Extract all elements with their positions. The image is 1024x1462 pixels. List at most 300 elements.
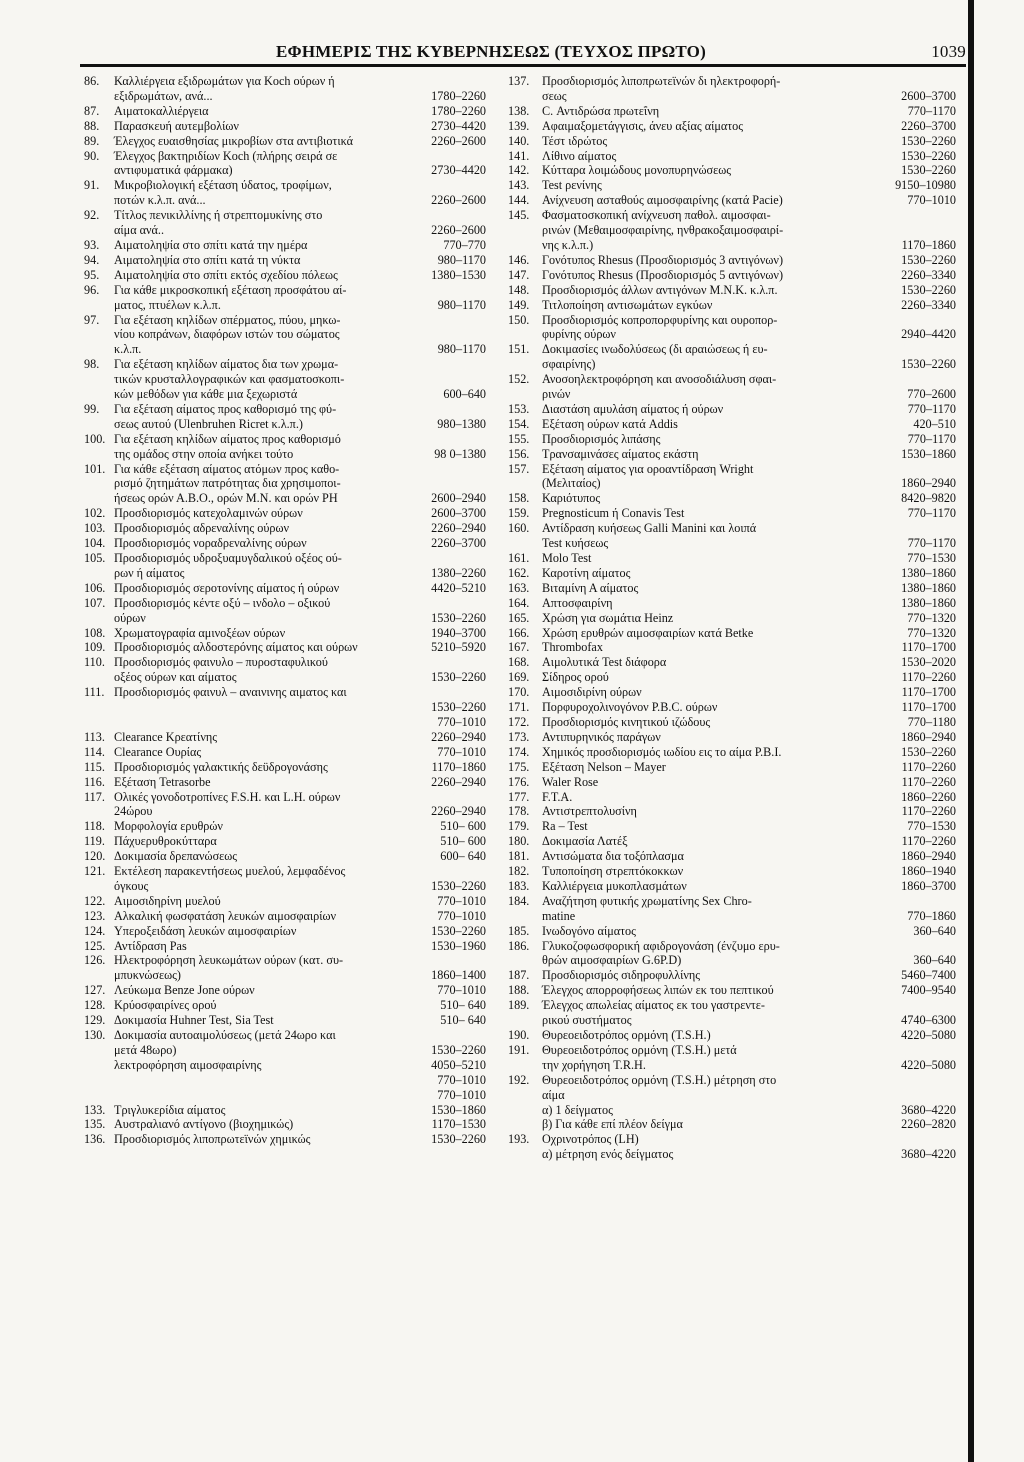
fee-range: 980–1170 (437, 342, 486, 357)
fee-row (84, 596, 486, 611)
item-description: σεως αυτού (Ulenbruhen Ricret κ.λ.π.) (114, 416, 303, 431)
item-number: 151. (508, 342, 530, 357)
fee-row (508, 521, 956, 536)
fee-range: 1860–1400 (431, 968, 486, 983)
item-number: 95. (84, 267, 100, 282)
fee-row (84, 208, 486, 223)
fee-range: 9150–10980 (895, 178, 956, 193)
fee-range: 1380–1530 (431, 267, 486, 282)
page-header (80, 36, 976, 64)
item-description: Διαστάση αμυλάση αίματος ή ούρων (542, 401, 724, 416)
item-description: Αιματοκαλλιέργεια (114, 103, 209, 118)
item-description: Πορφυροχολινογόνον P.B.C. ούρων (542, 700, 718, 715)
fee-range: 1940–3700 (431, 625, 486, 640)
fee-row (84, 864, 486, 879)
fee-row (508, 74, 956, 89)
item-number: 137. (508, 74, 530, 88)
fee-range: 2260–2940 (431, 804, 486, 819)
fee-row (508, 342, 956, 357)
fee-range: 1860–1940 (901, 864, 956, 879)
fee-row (508, 804, 956, 819)
item-number: 122. (84, 893, 106, 908)
fee-row (84, 417, 486, 432)
item-number: 93. (84, 237, 100, 252)
item-description: Τέστ ιδρώτος (542, 133, 608, 148)
item-number: 153. (508, 401, 530, 416)
fee-range: 1380–1860 (901, 595, 956, 610)
item-description: Για κάθε εξέταση αίματος ατόμων προς καθο- (114, 461, 340, 476)
fee-row (508, 462, 956, 477)
item-number: 135. (84, 1117, 106, 1132)
fee-range: 1380–1860 (901, 565, 956, 580)
item-description: Pregnosticum ή Conavis Test (542, 506, 685, 521)
fee-range: 770–1010 (437, 1072, 486, 1087)
item-description: Για εξέταση αίματος προς καθορισμό της φύ- (114, 401, 337, 416)
fee-range: 2260–2940 (431, 729, 486, 744)
item-description: Προσδιορισμός λιπάσης (542, 431, 661, 446)
fee-row (84, 655, 486, 670)
fee-range: 510– 600 (440, 834, 486, 849)
item-description: Λίθινο αίματος (542, 148, 617, 163)
item-number: 139. (508, 118, 530, 133)
fee-row (84, 804, 486, 819)
item-description: Εκτέλεση παρακεντήσεως μυελού, λεμφαδένος (114, 864, 346, 879)
item-number: 92. (84, 208, 100, 223)
fee-row (508, 909, 956, 924)
fee-range: 1530–2260 (901, 133, 956, 148)
fee-row (84, 879, 486, 894)
fee-row (84, 491, 486, 506)
item-description: Waler Rose (542, 774, 599, 789)
fee-range: 2260–2600 (431, 223, 486, 238)
fee-range: 770–1530 (907, 819, 956, 834)
fee-row (508, 327, 956, 342)
fee-range: 4220–5080 (901, 1028, 956, 1042)
fee-row (508, 447, 956, 462)
fee-range: 3680–4220 (901, 1102, 956, 1117)
fee-row (508, 1058, 956, 1073)
item-description: κών μεθόδων για κάθε μια ξεχωριστά (114, 387, 298, 402)
item-description: Έλεγχος απορροφήσεως λιπών εκ του πεπτικού (542, 983, 774, 998)
fee-row (508, 775, 956, 790)
fee-range: 2260–3340 (901, 297, 956, 312)
fee-row (508, 924, 956, 939)
fee-range: 1860–2940 (901, 849, 956, 864)
fee-row (84, 685, 486, 700)
item-description: Αιμολυτικά Test διάφορα (542, 655, 667, 670)
fee-row (508, 491, 956, 506)
fee-range: 2260–2600 (431, 193, 486, 208)
item-number: 128. (84, 998, 106, 1013)
item-number: 115. (84, 759, 105, 774)
item-description: Ανοσοηλεκτροφόρηση και ανοσοδιάλυση σφαι- (542, 372, 777, 387)
item-description: Τριγλυκερίδια αίματος (114, 1102, 226, 1117)
fee-row (84, 253, 486, 268)
fee-range: 770–1170 (907, 431, 956, 446)
item-description: Αντίδραση κυήσεως Galli Manini και λοιπά (542, 521, 757, 536)
fee-row (508, 193, 956, 208)
item-description: Για εξέταση κηλίδων σπέρματος, πύου, μηκω- (114, 312, 341, 327)
fee-row (84, 909, 486, 924)
fee-row (84, 178, 486, 193)
item-description: Αφαιμαξομετάγγισις, άνευ αξίας αίματος (542, 118, 744, 133)
fee-row (508, 864, 956, 879)
fee-row (84, 506, 486, 521)
item-description: Προσδιορισμός άλλων αντιγόνων M.N.K. κ.λ.π. (542, 282, 778, 297)
fee-row (508, 953, 956, 968)
fee-row (84, 1132, 486, 1147)
fee-row (508, 626, 956, 641)
item-number: 164. (508, 595, 530, 610)
fee-range: 1170–1530 (431, 1117, 486, 1132)
fee-range: 1170–1700 (901, 640, 956, 655)
item-number: 173. (508, 729, 530, 744)
fee-range: 1170–1700 (901, 700, 956, 715)
fee-row (508, 819, 956, 834)
item-description: Εξέταση Nelson – Mayer (542, 759, 666, 774)
fee-range: 770–1010 (437, 714, 486, 729)
item-description: Thrombofax (542, 640, 603, 655)
fee-row (508, 1147, 956, 1162)
item-number: 129. (84, 1013, 106, 1028)
fee-row (508, 178, 956, 193)
fee-row (508, 253, 956, 268)
item-description: Θυρεοειδοτρόπος ορμόνη (T.S.H.) μετά (542, 1042, 737, 1057)
item-description: της ομάδος στην οποία ανήκει τούτο (114, 446, 294, 461)
fee-range: 1530–2260 (431, 1042, 486, 1057)
fee-row (84, 223, 486, 238)
fee-row (84, 238, 486, 253)
item-number: 182. (508, 864, 530, 879)
item-description: λεκτροφόρηση αιμοσφαιρίνης (114, 1057, 262, 1072)
item-description: Αιματοληψία στο σπίτι εκτός σχεδίου πόλεως (114, 267, 338, 282)
fee-row (84, 447, 486, 462)
fee-row (84, 566, 486, 581)
item-number: 152. (508, 372, 530, 387)
item-number: 176. (508, 774, 530, 789)
item-description: Αντιστρεπτολυσίνη (542, 804, 637, 819)
item-number: 87. (84, 103, 100, 118)
fee-row (508, 790, 956, 805)
fee-row (84, 730, 486, 745)
item-description: Δοκιμασία Huhner Test, Sia Test (114, 1013, 274, 1028)
item-number: 142. (508, 163, 530, 178)
item-description: Για κάθε μικροσκοπική εξέταση προσφάτου αί- (114, 282, 347, 297)
fee-range: 600–640 (443, 387, 486, 402)
fee-row (508, 939, 956, 954)
fee-range: 510– 600 (440, 819, 486, 834)
fee-range: 1530–2260 (901, 744, 956, 759)
fee-row (508, 700, 956, 715)
fee-range: 1530–2260 (431, 610, 486, 625)
fee-range: 980–1170 (437, 252, 486, 267)
fee-row (84, 1117, 486, 1132)
fee-row (84, 1013, 486, 1028)
item-number: 102. (84, 506, 106, 521)
item-number: 123. (84, 908, 106, 923)
item-description: Θυρεοειδοτρόπος ορμόνη (T.S.H.) (542, 1028, 711, 1042)
fee-range: 770–1010 (907, 193, 956, 208)
fee-row (508, 208, 956, 223)
fee-range: 1780–2260 (431, 88, 486, 103)
item-number: 110. (84, 655, 105, 670)
fee-row (508, 834, 956, 849)
fee-row (84, 626, 486, 641)
fee-row (84, 476, 486, 491)
fee-range: 1170–2260 (901, 670, 956, 685)
fee-range: 1530–2260 (901, 252, 956, 267)
fee-range: 1530–2260 (431, 923, 486, 938)
fee-range: 1860–3700 (901, 878, 956, 893)
item-description: ήσεως ορών Α.Β.Ο., ορών M.N. και ορών PH (114, 491, 338, 506)
fee-range: 1530–2260 (901, 163, 956, 178)
item-number: 160. (508, 521, 530, 536)
item-description: Καροτίνη αίματος (542, 565, 631, 580)
item-description: Θυρεοειδοτρόπος ορμόνη (T.S.H.) μέτρηση στο (542, 1072, 777, 1087)
item-description: Προσδιορισμός αδρεναλίνης ούρων (114, 521, 290, 536)
fee-row (508, 1073, 956, 1088)
fee-row (84, 939, 486, 954)
item-number: 165. (508, 610, 530, 625)
fee-row (84, 834, 486, 849)
item-description: Υπεροξειδάση λευκών αιμοσφαιρίων (114, 923, 297, 938)
item-description: Αιμοσιδηρίνη μυελού (114, 893, 221, 908)
fee-range: 1170–1860 (901, 237, 956, 252)
item-description: Molo Test (542, 551, 592, 565)
fee-range: 770–1170 (907, 401, 956, 416)
item-number: 144. (508, 193, 530, 208)
item-number: 145. (508, 208, 530, 223)
item-number: 136. (84, 1132, 106, 1147)
fee-row (84, 536, 486, 551)
item-number: 180. (508, 834, 530, 849)
fee-range: 2600–3700 (901, 88, 956, 103)
item-number: 100. (84, 431, 106, 446)
fee-row (508, 983, 956, 998)
fee-row (508, 402, 956, 417)
item-description: Προσδιορισμός γαλακτικής δεϋδρογονάσης (114, 759, 328, 774)
item-number: 163. (508, 580, 530, 595)
fee-range: 1530–2260 (901, 357, 956, 372)
fee-row (508, 1028, 956, 1043)
item-number: 141. (508, 148, 530, 163)
item-description: Τρανσαμινάσες αίματος εκάστη (542, 446, 699, 461)
item-description: αίμα (542, 1087, 565, 1102)
item-description: ματος, πτυέλων κ.λ.π. (114, 297, 221, 312)
item-description: τικών κρυσταλλογραφικών και φασματοσκοπι- (114, 372, 345, 387)
item-description: α) μέτρηση ενός δείγματος (542, 1147, 674, 1162)
item-description: Γλυκοζοφωσφορική αφιδρογονάση (ένζυμο ερυ- (542, 938, 780, 953)
fee-range: 2600–2940 (431, 491, 486, 506)
item-description: F.T.A. (542, 789, 573, 804)
item-number: 119. (84, 834, 105, 849)
item-description: Αντίδραση Pas (114, 938, 187, 953)
fee-row (84, 372, 486, 387)
item-description: Προσδιορισμός κινητικού ιζώδους (542, 714, 711, 729)
item-number: 111. (84, 685, 105, 700)
item-description: Ινωδογόνο αίματος (542, 923, 636, 938)
item-number: 107. (84, 595, 106, 610)
item-description: Αλκαλική φωσφατάση λευκών αιμοσφαιρίων (114, 908, 337, 923)
fee-row (84, 998, 486, 1013)
item-number: 125. (84, 938, 106, 953)
fee-row (508, 894, 956, 909)
item-number: 193. (508, 1132, 530, 1147)
item-description: κ.λ.π. (114, 342, 142, 357)
item-description: ρικού συστήματος (542, 1013, 632, 1028)
fee-range: 2260–3700 (901, 118, 956, 133)
fee-row (508, 685, 956, 700)
item-description: α) 1 δείγματος (542, 1102, 613, 1117)
item-number: 143. (508, 178, 530, 193)
fee-range: 600– 640 (440, 849, 486, 864)
fee-range: 3680–4220 (901, 1147, 956, 1162)
fee-row (508, 1013, 956, 1028)
item-number: 184. (508, 893, 530, 908)
item-number: 101. (84, 461, 106, 476)
fee-row (84, 760, 486, 775)
fee-range: 1860–2940 (901, 729, 956, 744)
item-description: Ηλεκτροφόρηση λευκωμάτων ούρων (κατ. συ- (114, 953, 344, 968)
item-number: 175. (508, 759, 530, 774)
fee-row (508, 417, 956, 432)
fee-range: 770–1320 (907, 625, 956, 640)
item-description: matine (542, 908, 576, 923)
fee-range: 5210–5920 (431, 640, 486, 655)
fee-row (84, 1058, 486, 1073)
fee-range: 770–1010 (437, 1087, 486, 1102)
fee-row (508, 163, 956, 178)
item-number: 89. (84, 133, 100, 148)
item-number: 126. (84, 953, 106, 968)
fee-row (508, 536, 956, 551)
fee-row (84, 283, 486, 298)
item-number: 161. (508, 551, 530, 565)
fee-row (84, 298, 486, 313)
fee-row (84, 849, 486, 864)
fee-row (84, 327, 486, 342)
fee-row (508, 1103, 956, 1118)
item-number: 118. (84, 819, 105, 834)
fee-range: 1170–1700 (901, 685, 956, 700)
fee-row (508, 1117, 956, 1132)
item-description: Σίδηρος ορού (542, 670, 609, 685)
fee-row (508, 283, 956, 298)
item-description: Κρύοσφαιρίνες ορού (114, 998, 217, 1013)
item-number: 181. (508, 849, 530, 864)
item-number: 167. (508, 640, 530, 655)
item-description: Δοκιμασία αυτοαιμολύσεως (μετά 24ωρο και (114, 1028, 336, 1042)
item-number: 171. (508, 700, 530, 715)
item-number: 185. (508, 923, 530, 938)
fee-range: 1170–1860 (431, 759, 486, 774)
fee-range: 7400–9540 (901, 983, 956, 998)
item-description: Αιμοσιδιρίνη ούρων (542, 685, 642, 700)
item-number: 162. (508, 565, 530, 580)
item-number: 169. (508, 670, 530, 685)
item-description: Χημικός προσδιορισμός ιωδίου εις το αίμα P.B.I. (542, 744, 782, 759)
item-description: Εξέταση αίματος για οροαντίδραση Wright (542, 461, 754, 476)
item-description: Γονότυπος Rhesus (Προσδιορισμός 5 αντιγόνων) (542, 267, 784, 282)
item-description: Δοκιμασία δρεπανώσεως (114, 849, 238, 864)
item-number: 155. (508, 431, 530, 446)
item-description: Προσδιορισμός φαινυλ – αναινινης αιματος και (114, 685, 347, 700)
fee-range: 1530–2020 (901, 655, 956, 670)
item-number: 90. (84, 148, 100, 163)
item-number: 103. (84, 521, 106, 536)
item-description: Δοκιμασία Λατέξ (542, 834, 628, 849)
item-number: 98. (84, 357, 100, 372)
fee-row (84, 819, 486, 834)
fee-range: 770–1180 (907, 714, 956, 729)
fee-row (84, 790, 486, 805)
item-description: Βιταμίνη Α αίματος (542, 580, 639, 595)
fee-row (84, 670, 486, 685)
item-number: 120. (84, 849, 106, 864)
fee-row (508, 566, 956, 581)
fee-row (508, 298, 956, 313)
fee-range: 2600–3700 (431, 506, 486, 521)
fee-row (84, 402, 486, 417)
fee-range: 98 0–1380 (434, 446, 486, 461)
fee-range: 770–1010 (437, 908, 486, 923)
item-description: νης κ.λ.π.) (542, 237, 594, 252)
item-description: Προσδιορισμός λιποπρωτεϊνών χημικώς (114, 1132, 311, 1147)
item-description: Καριότυπος (542, 491, 601, 506)
item-number: 192. (508, 1072, 530, 1087)
item-number: 157. (508, 461, 530, 476)
fee-row (84, 342, 486, 357)
fee-range: 420–510 (913, 416, 956, 431)
fee-range: 1530–1860 (901, 446, 956, 461)
item-number: 109. (84, 640, 106, 655)
item-description: Λεύκωμα Benze Jone ούρων (114, 983, 255, 998)
fee-row (508, 715, 956, 730)
fee-range: 1530–2260 (901, 282, 956, 297)
item-description: Κύτταρα λοιμώδους μονοπυρηνώσεως (542, 163, 732, 178)
item-description: Παρασκευή αυτεμβολίων (114, 118, 239, 133)
item-number: 105. (84, 551, 106, 565)
item-description: Εξέταση ούρων κατά Addis (542, 416, 678, 431)
item-description: Αιματοληψία στο σπίτι κατά τη νύκτα (114, 252, 301, 267)
fee-range: 5460–7400 (901, 968, 956, 983)
item-description: ρινών (Μεθαιμοσφαιρίνης, ηνθρακοξαιμοσφαιρί- (542, 223, 784, 238)
item-number: 113. (84, 729, 105, 744)
item-number: 188. (508, 983, 530, 998)
fee-row (508, 745, 956, 760)
item-description: Προσδιορισμός αλδοστερόνης αίματος και ούρων (114, 640, 358, 655)
fee-row (84, 313, 486, 328)
item-description: σφαιρίνης) (542, 357, 596, 372)
item-description: β) Για κάθε επί πλέον δείγμα (542, 1117, 683, 1132)
item-number: 166. (508, 625, 530, 640)
fee-row (508, 551, 956, 566)
item-number: 189. (508, 998, 530, 1013)
item-number: 146. (508, 252, 530, 267)
item-description: Πάχυερυθροκύτταρα (114, 834, 217, 849)
fee-range: 1170–2260 (901, 804, 956, 819)
item-description: Έλεγχος βακτηριδίων Koch (πλήρης σειρά σε (114, 148, 338, 163)
item-description: Χρώση για σωμάτια Heinz (542, 610, 674, 625)
fee-range: 2260–2600 (431, 133, 486, 148)
left-column (84, 74, 486, 1147)
item-description: Τιτλοποίηση αντισωμάτων εγκύων (542, 297, 713, 312)
item-description: Αντιπυρηνικός παράγων (542, 729, 661, 744)
fee-row (84, 551, 486, 566)
fee-row (84, 119, 486, 134)
item-description: ποτών κ.λ.π. ανά... (114, 193, 206, 208)
item-number: 177. (508, 789, 530, 804)
